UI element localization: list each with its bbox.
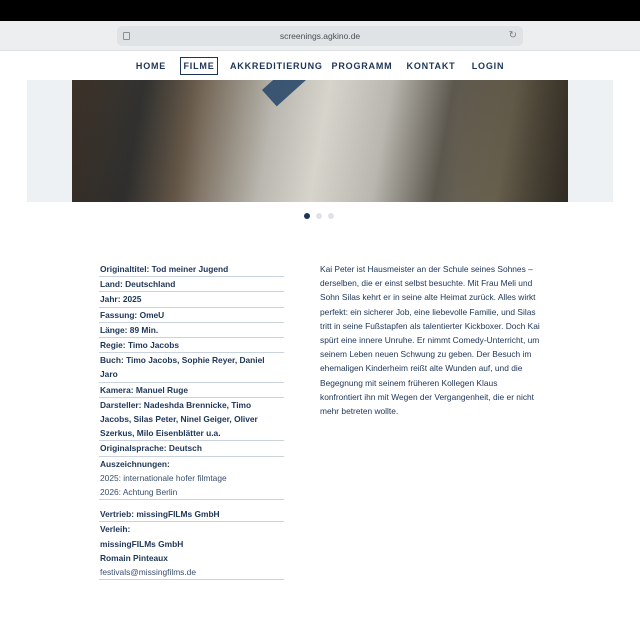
nav-login[interactable]: LOGIN [471,61,505,71]
verleih-label: Verleih: [100,524,131,535]
seatbelt-shape [262,80,440,106]
device-status-bar [0,0,640,21]
nav-kontakt[interactable]: KONTAKT [406,61,456,71]
nav-akkreditierung[interactable]: AKKREDITIERUNG [230,61,323,71]
carousel-dot-1[interactable] [304,213,310,219]
detail-laenge: Länge: 89 Min. [99,323,284,338]
verleih-contact: Romain Pinteaux [100,552,168,563]
nav-home[interactable]: HOME [135,61,167,71]
film-still-image[interactable] [72,80,568,202]
nav-programm[interactable]: PROGRAMM [331,61,393,71]
award-item: 2025: internationale hofer filmtage [100,472,227,483]
film-synopsis: Kai Peter ist Hausmeister an der Schule seines Sohnes – derselben, die er einst selbst besuchte. Mit Frau Meli und Sohn Silas kehrt er in seine alte Heimat zurück. Alles wirkt perfekt: ein sicherer Job, eine liebevolle Familie, und Silas tritt in seine Fußstapfen als talentierter Kickboxer. Doch Kai spürt eine innere Unruhe. Er nimmt Comedy-Unterricht, um seinem Leben neuen Schwung zu geben. Der Besuch im ehemaligen Kinderheim reißt alte Wunden auf, und die Begegnung mit seinem früheren Kollegen Klaus konfrontiert ihn mit Wegen der Vergangenheit, die er nicht mehr betreten wollte. [320,264,540,417]
award-item: 2026: Achtung Berlin [100,487,178,498]
address-bar[interactable] [117,26,523,46]
verleih-company: missingFILMs GmbH [100,538,184,549]
film-details [99,262,284,580]
detail-buch: Buch: Timo Jacobs, Sophie Reyer, Daniel Jaro [99,353,284,382]
detail-auszeichnungen [99,457,284,501]
image-shade-right [458,80,568,202]
detail-land: Land: Deutschland [99,277,284,292]
carousel-dot-3[interactable] [328,213,334,219]
auszeichnungen-label: Auszeichnungen: [100,458,170,469]
detail-vertrieb: Vertrieb: missingFILMs GmbH [99,507,284,522]
carousel-dot-2[interactable] [316,213,322,219]
detail-originalsprache: Originalsprache: Deutsch [99,441,284,456]
detail-jahr: Jahr: 2025 [99,292,284,307]
main-navigation [0,51,640,80]
url-text[interactable]: screenings.agkino.de [279,31,361,41]
detail-fassung: Fassung: OmeU [99,308,284,323]
detail-verleih [99,522,284,580]
reload-icon[interactable]: ↻ [508,30,517,41]
image-shade-left [72,80,202,202]
detail-originaltitel: Originaltitel: Tod meiner Jugend [99,262,284,277]
carousel-dots [304,213,338,221]
browser-toolbar [0,21,640,51]
nav-filme[interactable]: FILME [180,57,218,75]
detail-kamera: Kamera: Manuel Ruge [99,383,284,398]
verleih-email-link[interactable]: festivals@missingfilms.de [100,567,196,578]
detail-regie: Regie: Timo Jacobs [99,338,284,353]
detail-darsteller: Darsteller: Nadeshda Brennicke, Timo Jacobs, Silas Peter, Ninel Geiger, Oliver Szerkus, Milo Eisenblätter u.a. [99,398,284,442]
